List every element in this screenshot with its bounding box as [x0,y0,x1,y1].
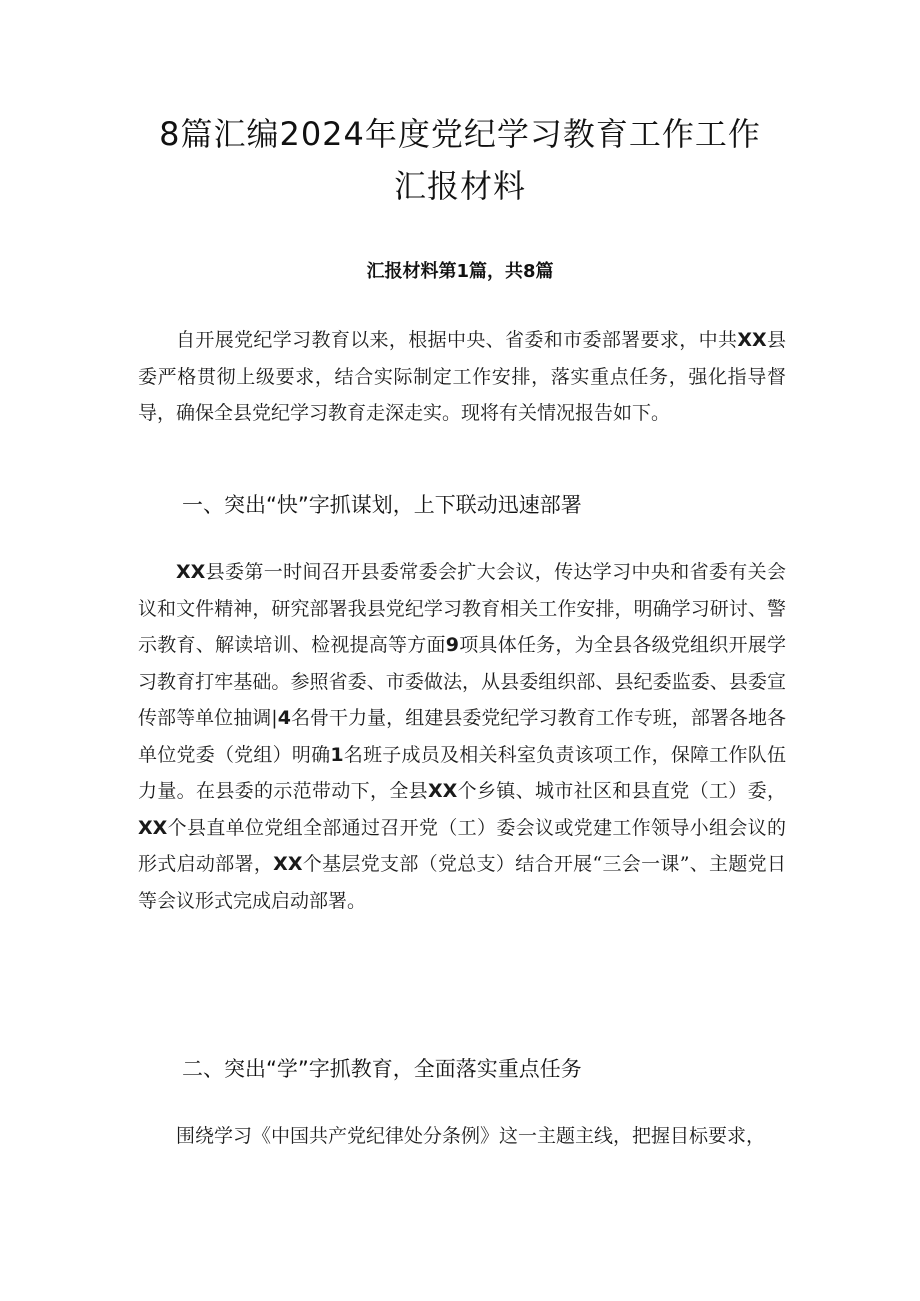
intro-text-2: 县委严格贯彻上级要求，结合实际制定工作安排，落实重点任务，强化指导督导，确保全县党纪学习教育走深走实。现将有关情况报告如下。 [138,329,786,424]
s1-bold-1: XX [176,561,206,583]
intro-text-1: 自开展党纪学习教育以来，根据中央、省委和市委部署要求，中共 [176,329,738,351]
s1-text-7: 个基层党支部（党总支）结合开展“三会一课”、主题党日等会议形式完成启动部署。 [138,853,786,912]
s1-text-3: 名骨干力量，组建县委党纪学习教育工作专班，部署各地各单位党委（党组）明确 [138,707,786,766]
title-line-2: 汇报材料 [393,167,526,205]
section-1-heading: 一、突出“快”字抓谋划，上下联动迅速部署 [182,493,582,517]
s1-bold-5: XX [428,780,458,802]
intro-paragraph [138,322,786,432]
s1-bold-6: XX [138,816,168,839]
document-title [120,108,800,212]
s2-text-1: 围绕学习《中国共产党纪律处分条例》这一主题主线，把握目标要求， [176,1125,766,1147]
s1-bold-2: 9 [445,634,459,656]
s1-bold-3: 4 [277,707,291,729]
s1-text-5: 个乡镇、城市社区和县直党（工）委， [457,780,786,802]
s1-text-1: 县委第一时间召开县委常委会扩大会议，传达学习中央和省委有关会议和文件精神，研究部署我县党纪学习教育相关工作安排，明确学习研讨、警示教育、解读培训、检视提高等方面 [138,561,786,656]
section-2-heading: 二、突出“学”字抓教育，全面落实重点任务 [182,1057,582,1081]
s1-text-4: 名班子成员及相关科室负责该项工作，保障工作队伍力量。在县委的示范带动下，全县 [138,743,786,802]
title-line-1: 8篇汇编2024年度党纪学习教育工作工作 [159,115,761,153]
s1-bold-4: 1 [330,743,344,766]
s1-text-6: 个县直单位党组全部通过召开党（工）委会议或党建工作领导小组会议的形式启动部署， [138,816,786,875]
section-1-paragraph [138,554,786,919]
document-subtitle: 汇报材料第1篇，共8篇 [366,261,554,282]
section-2-paragraph [138,1118,786,1155]
s1-text-2: 项具体任务，为全县各级党组织开展学习教育打牢基础。参照省委、市委做法，从县委组织部、县纪委监委、县委宣传部等单位抽调| [138,634,786,729]
intro-bold-1: XX [737,329,767,351]
s1-bold-7: XX [273,853,303,875]
